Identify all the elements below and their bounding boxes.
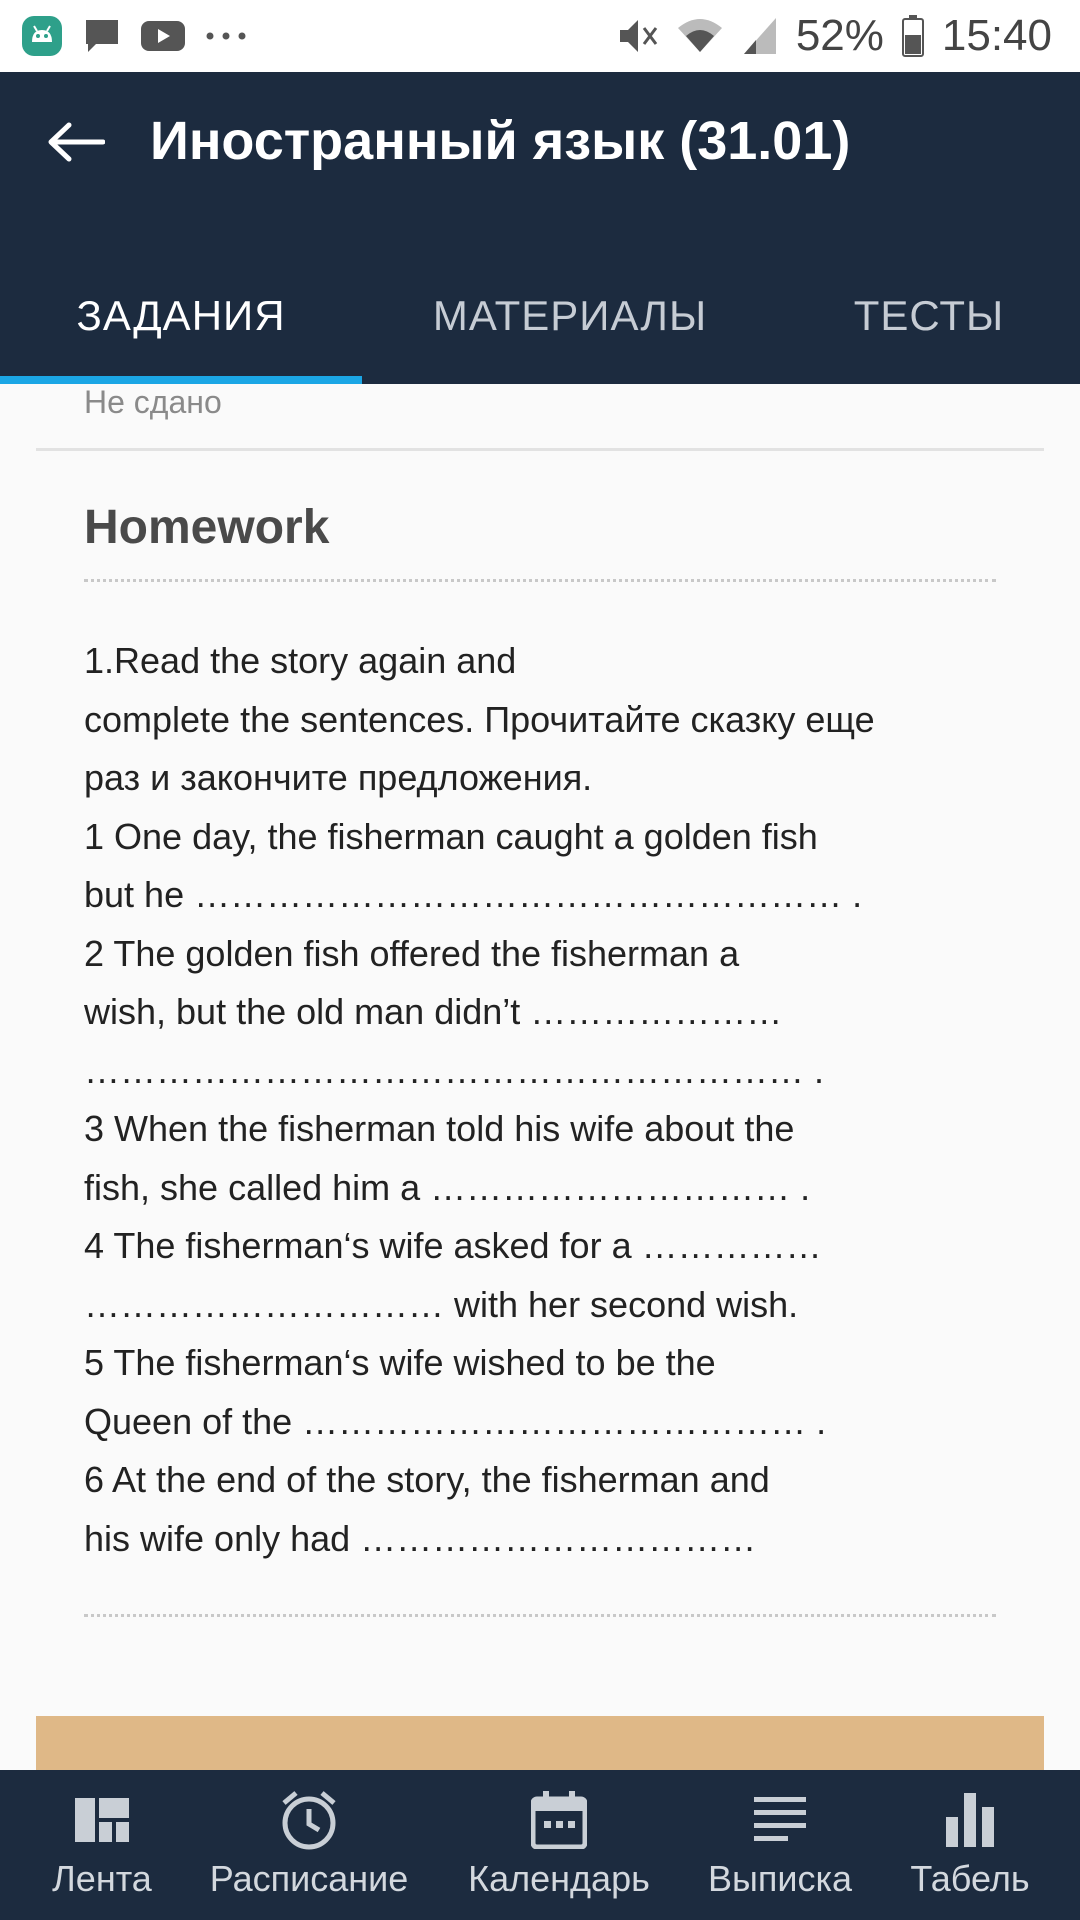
- message-icon: [82, 16, 122, 56]
- text-line: Queen of the …………………………………… .: [84, 1400, 827, 1442]
- assignment-title: Homework: [84, 501, 330, 554]
- nav-item-feed[interactable]: [30, 1770, 174, 1920]
- dotted-divider-bottom: [84, 1614, 996, 1617]
- submission-status: Не сдано: [84, 384, 222, 420]
- tab-materials[interactable]: МАТЕРИАЛЫ: [432, 292, 708, 339]
- mute-icon: [614, 14, 658, 58]
- text-line: 5 The fisherman‘s wife wished to be the: [84, 1342, 716, 1383]
- battery-icon: [902, 15, 924, 57]
- youtube-icon: [140, 18, 186, 54]
- alarm-clock-icon: [278, 1788, 340, 1852]
- wifi-icon: [676, 16, 724, 56]
- divider: [36, 448, 1044, 451]
- nav-label: Лента: [52, 1858, 152, 1899]
- text-line: his wife only had ……………………………: [84, 1517, 757, 1559]
- assignment-text: [84, 632, 996, 1568]
- signal-icon: [742, 16, 778, 56]
- text-line: 2 The golden fish offered the fisherman a: [84, 932, 740, 974]
- clock: 15:40: [941, 11, 1052, 60]
- nav-label: Расписание: [209, 1858, 409, 1899]
- text-line: 1.Read the story again and: [84, 640, 517, 681]
- text-line: 4 The fisherman‘s wife asked for a ……………: [84, 1225, 822, 1266]
- nav-item-statement[interactable]: [700, 1770, 860, 1920]
- nav-item-calendar[interactable]: [460, 1770, 658, 1920]
- calendar-icon: [531, 1788, 587, 1852]
- android-icon: [20, 14, 64, 58]
- text-line: wish, but the old man didn’t …………………: [84, 991, 783, 1032]
- text-line: ………………………… with her second wish.: [84, 1283, 799, 1325]
- status-right: [614, 11, 1052, 61]
- app-bar: [0, 72, 1080, 384]
- list-lines-icon: [754, 1788, 806, 1852]
- assignment-content[interactable]: [0, 384, 1080, 1770]
- text-line: 1 One day, the fisherman caught a golden fish: [84, 815, 818, 857]
- text-line: 3 When the fisherman told his wife about the: [84, 1108, 795, 1149]
- tab-assignments[interactable]: ЗАДАНИЯ: [76, 292, 286, 339]
- status-bar: [0, 0, 1080, 72]
- bottom-navigation: [0, 1770, 1080, 1920]
- battery-percent: 52%: [795, 11, 884, 60]
- nav-label: Табель: [910, 1858, 1030, 1899]
- nav-item-report-card[interactable]: [900, 1770, 1040, 1920]
- nav-label: Выписка: [707, 1858, 853, 1899]
- tab-tests[interactable]: ТЕСТЫ: [853, 292, 1005, 339]
- text-line: fish, she called him a ………………………… .: [84, 1166, 811, 1208]
- bar-chart-icon: [946, 1788, 994, 1852]
- active-tab-indicator: [0, 376, 362, 384]
- nav-item-schedule[interactable]: [200, 1770, 418, 1920]
- text-line: …………………………………………………… .: [84, 1049, 825, 1091]
- text-line: but he ……………………………………………… .: [84, 874, 863, 915]
- status-left: [20, 14, 248, 58]
- text-line: 6 At the end of the story, the fisherman and: [84, 1459, 770, 1500]
- feed-icon: [75, 1788, 129, 1852]
- tab-bar: [0, 248, 1080, 384]
- back-arrow-icon: [47, 121, 105, 163]
- more-dots-icon: [204, 30, 248, 42]
- text-line: complete the sentences. Прочитайте сказку еще: [84, 698, 875, 740]
- dotted-divider-top: [84, 579, 996, 582]
- back-button[interactable]: [40, 112, 112, 172]
- page-title: Иностранный язык (31.01): [150, 111, 851, 171]
- text-line: раз и закончите предложения.: [84, 757, 593, 798]
- nav-label: Календарь: [468, 1858, 650, 1899]
- submission-card[interactable]: [36, 1716, 1044, 1770]
